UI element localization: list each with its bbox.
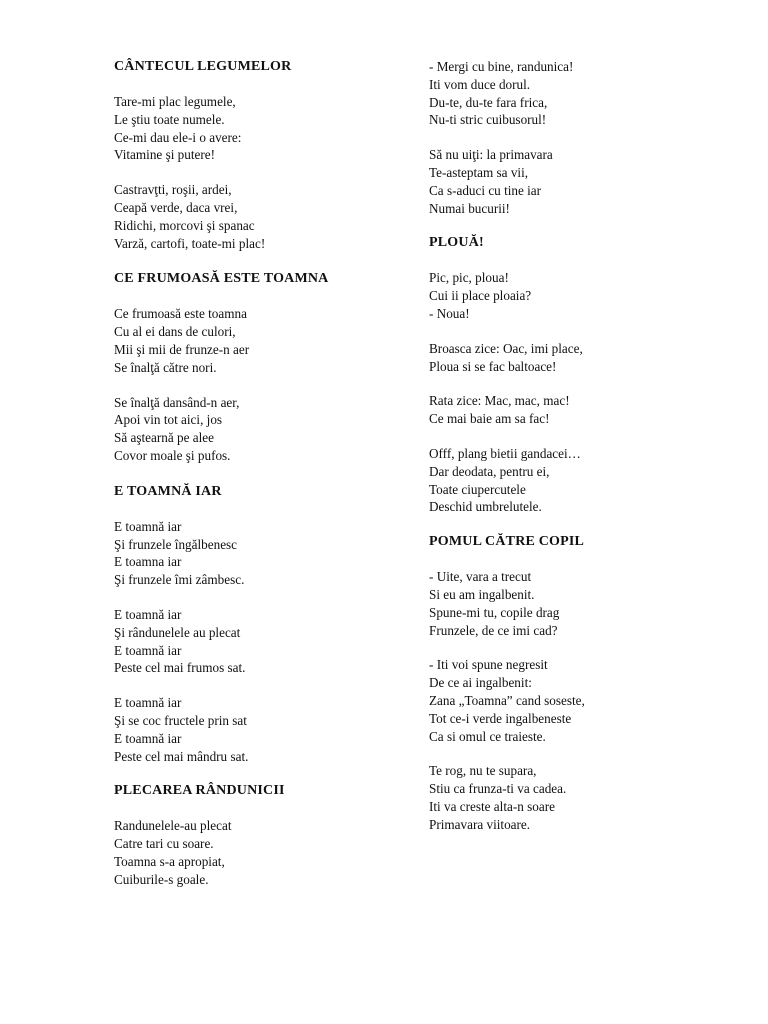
stanza bbox=[114, 606, 424, 677]
poem-line: Te rog, nu te supara, bbox=[429, 763, 537, 779]
poem-line: - Mergi cu bine, randunica! bbox=[429, 59, 574, 74]
poem-line: Mii şi mii de frunze-n aer bbox=[114, 341, 250, 357]
stanza bbox=[114, 93, 424, 164]
stanza bbox=[429, 445, 739, 516]
poem-line: Cu al ei dans de culori, bbox=[114, 324, 236, 340]
poem-line: E toamnă iar bbox=[114, 606, 182, 622]
poem-ce-frumoasa-este-toamna bbox=[114, 270, 424, 464]
stanza bbox=[429, 269, 739, 322]
left-column bbox=[114, 58, 424, 906]
poem-line: Dar deodata, pentru ei, bbox=[429, 463, 550, 479]
poem-line: Iti va creste alta-n soare bbox=[429, 798, 555, 814]
poem-pomul-catre-copil bbox=[429, 533, 739, 833]
poem-line: Peste cel mai mândru sat. bbox=[114, 748, 249, 764]
poem-line: Ploua si se fac baltoace! bbox=[429, 358, 557, 374]
poem-line: Deschid umbrelutele. bbox=[429, 499, 542, 515]
stanza bbox=[114, 694, 424, 765]
poem-line: Tare-mi plac legumele, bbox=[114, 94, 236, 109]
stanza bbox=[429, 146, 739, 217]
poem-title: CE FRUMOASĂ ESTE TOAMNA bbox=[114, 271, 329, 287]
stanza bbox=[429, 656, 739, 745]
poem-line: Peste cel mai frumos sat. bbox=[114, 660, 246, 676]
poem-line: Ca si omul ce traieste. bbox=[429, 728, 546, 744]
poem-line: Broasca zice: Oac, imi place, bbox=[429, 340, 583, 356]
poem-line: Ca s-aduci cu tine iar bbox=[429, 182, 542, 198]
poem-line: Iti vom duce dorul. bbox=[429, 76, 531, 92]
poem-line: Vitamine şi putere! bbox=[114, 147, 216, 163]
poem-title: E TOAMNĂ IAR bbox=[114, 483, 222, 499]
poem-line: Nu-ti stric cuibusorul! bbox=[429, 112, 547, 128]
poem-line: E toamnă iar bbox=[114, 695, 182, 711]
poem-line: Şi frunzele îmi zâmbesc. bbox=[114, 572, 245, 588]
poem-line: Cui ii place ploaia? bbox=[429, 288, 532, 304]
poem-line: Să nu uiţi: la primavara bbox=[429, 147, 553, 163]
poem-line: Numai bucurii! bbox=[429, 200, 510, 216]
poem-e-toamna-iar bbox=[114, 483, 424, 766]
poem-line: Rata zice: Mac, mac, mac! bbox=[429, 393, 570, 409]
poem-plecarea-randunicii bbox=[114, 782, 424, 888]
poem-line: Zana „Toamna” cand soseste, bbox=[429, 692, 585, 708]
poem-line: E toamna iar bbox=[114, 554, 182, 570]
poem-line: - Noua! bbox=[429, 305, 470, 321]
poem-line: - Iti voi spune negresit bbox=[429, 657, 548, 673]
poem-line: E toamnă iar bbox=[114, 518, 182, 534]
poem-line: Ce frumoasă este toamna bbox=[114, 306, 247, 322]
poem-continuation bbox=[429, 58, 739, 217]
poem-line: Catre tari cu soare. bbox=[114, 836, 214, 852]
stanza bbox=[114, 518, 424, 589]
poem-line: Şi se coc fructele prin sat bbox=[114, 712, 247, 728]
poem-line: E toamnă iar bbox=[114, 642, 182, 658]
poem-line: Te-asteptam sa vii, bbox=[429, 164, 529, 180]
poem-line: Pic, pic, ploua! bbox=[429, 270, 509, 286]
poem-line: Covor moale şi pufos. bbox=[114, 447, 231, 463]
poem-line: Castravţti, roşii, ardei, bbox=[114, 182, 232, 198]
right-column bbox=[429, 58, 739, 851]
poem-line: Varză, cartofi, toate-mi plac! bbox=[114, 235, 266, 251]
poem-line: Se înalţă către nori. bbox=[114, 359, 217, 375]
poem-line: Stiu ca frunza-ti va cadea. bbox=[429, 781, 567, 797]
poem-line: Si eu am ingalbenit. bbox=[429, 586, 535, 602]
poem-line: Ridichi, morcovi şi spanac bbox=[114, 217, 255, 233]
stanza bbox=[429, 762, 739, 833]
poem-ploua bbox=[429, 234, 739, 516]
poem-title: CÂNTECUL LEGUMELOR bbox=[114, 59, 292, 74]
poem-line: Se înalţă dansând-n aer, bbox=[114, 394, 240, 410]
poem-line: Ce mai baie am sa fac! bbox=[429, 411, 550, 427]
stanza bbox=[114, 181, 424, 252]
poem-line: Primavara viitoare. bbox=[429, 816, 531, 832]
stanza bbox=[429, 340, 739, 376]
poem-line: - Uite, vara a trecut bbox=[429, 569, 532, 585]
stanza bbox=[114, 817, 424, 888]
stanza bbox=[429, 392, 739, 428]
poem-line: Le ştiu toate numele. bbox=[114, 111, 225, 127]
poem-title: POMUL CĂTRE COPIL bbox=[429, 534, 585, 550]
poem-line: Randunelele-au plecat bbox=[114, 818, 232, 834]
stanza bbox=[114, 305, 424, 376]
poem-line: Ceapă verde, daca vrei, bbox=[114, 199, 238, 215]
poem-cantecul-legumelor bbox=[114, 58, 424, 252]
poem-line: Du-te, du-te fara frica, bbox=[429, 94, 548, 110]
poem-line: Toate ciupercutele bbox=[429, 481, 526, 497]
poem-line: Offf, plang bietii gandacei… bbox=[429, 445, 581, 461]
poem-line: Spune-mi tu, copile drag bbox=[429, 604, 560, 620]
poem-line: Să aştearnă pe alee bbox=[114, 430, 214, 446]
stanza bbox=[429, 58, 739, 129]
poem-line: Apoi vin tot aici, jos bbox=[114, 412, 223, 428]
poem-line: Şi rândunelele au plecat bbox=[114, 624, 241, 640]
stanza bbox=[429, 568, 739, 639]
poem-line: Şi frunzele îngălbenesc bbox=[114, 536, 238, 552]
poem-line: De ce ai ingalbenit: bbox=[429, 675, 532, 691]
poem-line: Ce-mi dau ele-i o avere: bbox=[114, 129, 242, 145]
poem-line: Tot ce-i verde ingalbeneste bbox=[429, 710, 572, 726]
poem-title: PLOUĂ! bbox=[429, 235, 484, 251]
poem-line: Toamna s-a apropiat, bbox=[114, 853, 225, 869]
stanza bbox=[114, 394, 424, 465]
poem-line: Cuiburile-s goale. bbox=[114, 871, 209, 887]
poem-title: PLECAREA RÂNDUNICII bbox=[114, 783, 285, 799]
poem-line: Frunzele, de ce imi cad? bbox=[429, 622, 558, 638]
poem-line: E toamnă iar bbox=[114, 730, 182, 746]
